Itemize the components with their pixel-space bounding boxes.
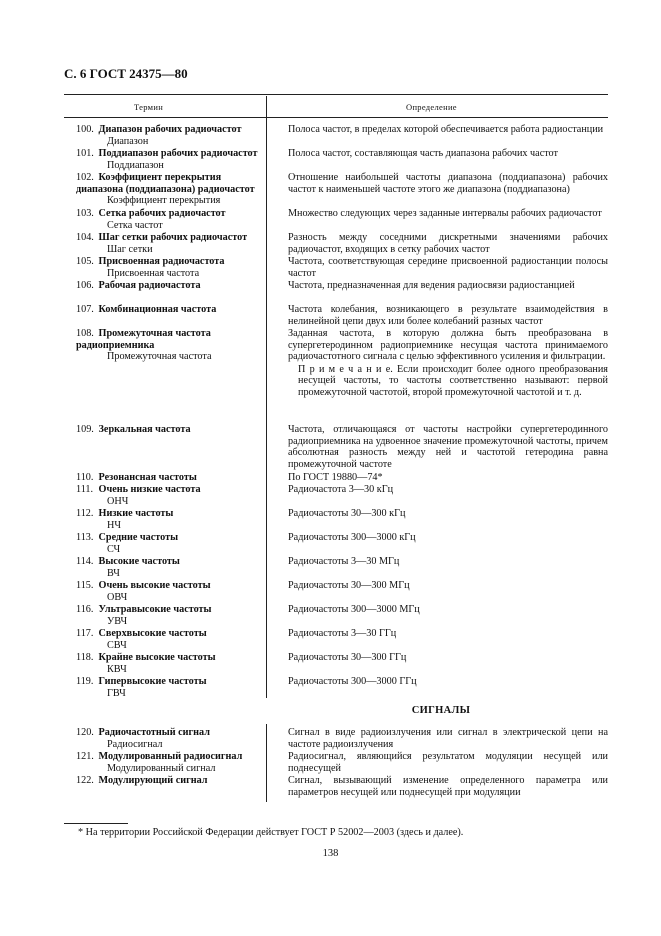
definition-cell xyxy=(274,508,608,520)
definition-text: Частота, соответствующая середине присвоенной радиостанции полосы частот xyxy=(288,256,608,279)
term-name: Высокие частоты xyxy=(98,556,180,567)
definition-cell xyxy=(274,304,608,327)
term-short-form: Диапазон xyxy=(107,135,149,147)
definition-text: Радиочастоты 300—3000 кГц xyxy=(288,532,416,543)
column-divider-signals xyxy=(266,724,267,802)
term-name: Поддиапазон рабочих радиочастот xyxy=(98,148,258,159)
term-short-form: Промежуточная частота xyxy=(107,351,212,363)
definition-text: Радиочастоты 30—300 ГГц xyxy=(288,652,407,663)
definition-text: Радиочастоты 3—30 ГГц xyxy=(288,628,397,639)
term-number: 112. xyxy=(76,508,94,519)
term-short-form: Присвоенная частота xyxy=(107,267,200,279)
definition-cell xyxy=(274,604,608,616)
definition-cell xyxy=(274,628,608,640)
term-name: Очень высокие частоты xyxy=(98,580,211,591)
definition-text: По ГОСТ 19880—74* xyxy=(288,472,383,483)
term-name: Рабочая радиочастота xyxy=(98,280,201,291)
definition-cell xyxy=(274,775,608,798)
definition-text: Отношение наибольшей частоты диапазона (поддиапазона) рабочих частот к наименьшей частоте этого же диапазона (поддиапазона) xyxy=(288,172,608,195)
term-number: 117. xyxy=(76,628,94,639)
term-cell xyxy=(76,124,266,147)
term-name: Очень низкие частота xyxy=(98,484,201,495)
term-name: Резонансная частоты xyxy=(98,472,197,483)
term-short-form: КВЧ xyxy=(107,663,127,675)
definition-cell xyxy=(274,124,608,136)
term-short-form: Поддиапазон xyxy=(107,159,164,171)
column-header-term: Термин xyxy=(134,102,164,112)
definition-cell xyxy=(274,328,608,399)
definition-text: Радиочастота 3—30 кГц xyxy=(288,484,394,495)
term-name: Радиочастотный сигнал xyxy=(98,727,210,738)
column-header-definition: Определение xyxy=(406,102,457,112)
definition-note: П р и м е ч а н и е. Если происходит более одного преобразования несущей частоты, то частоты соответственно называют: первой промежуточной частотой, второй промежуточной частотой и т. д. xyxy=(298,363,608,398)
definition-text: Частота колебания, возникающего в результате взаимодействия в нелинейной цепи двух или более колебаний разных частот xyxy=(288,304,608,327)
definition-text: Множество следующих через заданные интервалы рабочих радиочастот xyxy=(288,208,602,219)
term-number: 111. xyxy=(76,484,94,495)
definition-text: Полоса частот, составляющая часть диапазона рабочих частот xyxy=(288,148,558,159)
section-title: СИГНАЛЫ xyxy=(411,705,471,716)
definition-text: Частота, предназначенная для ведения радиосвязи радиостанцией xyxy=(288,280,575,291)
term-number: 108. xyxy=(76,328,94,339)
term-cell xyxy=(76,424,266,436)
term-number: 114. xyxy=(76,556,94,567)
term-number: 105. xyxy=(76,256,94,267)
term-cell xyxy=(76,751,266,774)
term-number: 118. xyxy=(76,652,94,663)
term-number: 107. xyxy=(76,304,94,315)
definition-cell xyxy=(274,727,608,750)
term-number: 115. xyxy=(76,580,94,591)
term-cell xyxy=(76,328,266,363)
term-name: Сверхвысокие частоты xyxy=(98,628,207,639)
term-cell xyxy=(76,232,266,255)
term-name: Ультравысокие частоты xyxy=(98,604,212,615)
term-short-form: ОНЧ xyxy=(107,495,129,507)
definition-cell xyxy=(274,652,608,664)
page-number: 138 xyxy=(322,848,339,859)
definition-cell xyxy=(274,148,608,160)
term-cell xyxy=(76,652,266,675)
term-name: Модулированный радиосигнал xyxy=(98,751,243,762)
term-name: Крайне высокие частоты xyxy=(98,652,216,663)
table-header-rule xyxy=(64,117,608,118)
term-short-form: Коэффициент перекрытия xyxy=(107,195,221,207)
term-cell xyxy=(76,508,266,531)
term-number: 103. xyxy=(76,208,94,219)
term-name: Модулирующий сигнал xyxy=(98,775,208,786)
term-number: 110. xyxy=(76,472,94,483)
footnote-rule xyxy=(64,823,128,824)
term-short-form: ВЧ xyxy=(107,567,120,579)
term-short-form: Шаг сетки xyxy=(107,243,153,255)
term-cell xyxy=(76,208,266,231)
page-header: С. 6 ГОСТ 24375—80 xyxy=(64,66,188,81)
definition-cell xyxy=(274,676,608,688)
term-cell xyxy=(76,556,266,579)
term-cell xyxy=(76,472,266,484)
term-name: Коэффициент перекрытия диапазона (поддиапазона) радиочастот xyxy=(76,172,255,195)
term-cell xyxy=(76,580,266,603)
definition-text: Радиочастоты 30—300 МГц xyxy=(288,580,410,591)
definition-text: Радиочастоты 3—30 МГц xyxy=(288,556,400,567)
term-cell xyxy=(76,676,266,699)
term-short-form: ГВЧ xyxy=(107,687,126,699)
term-number: 106. xyxy=(76,280,94,291)
term-short-form: УВЧ xyxy=(107,615,128,627)
definition-cell xyxy=(274,172,608,195)
term-number: 100. xyxy=(76,124,94,135)
term-name: Средние частоты xyxy=(98,532,179,543)
definition-cell xyxy=(274,424,608,470)
definition-cell xyxy=(274,580,608,592)
definition-text: Сигнал, вызывающий изменение определенного параметра или параметров несущей или поднесущей при модуляции xyxy=(288,775,608,798)
definition-text: Радиочастоты 300—3000 ГГц xyxy=(288,676,417,687)
term-name: Шаг сетки рабочих радиочастот xyxy=(98,232,248,243)
term-cell xyxy=(76,172,266,207)
term-number: 121. xyxy=(76,751,94,762)
definition-text: Радиочастоты 30—300 кГц xyxy=(288,508,406,519)
term-name: Промежуточная частота радиоприемника xyxy=(76,328,211,351)
term-short-form: СВЧ xyxy=(107,639,127,651)
term-number: 116. xyxy=(76,604,94,615)
term-cell xyxy=(76,304,266,316)
definition-text: Полоса частот, в пределах которой обеспечивается работа радиостанции xyxy=(288,124,604,135)
definition-text: Радиосигнал, являющийся результатом модуляции несущей или поднесущей xyxy=(288,751,608,774)
definition-text: Частота, отличающаяся от частоты настройки супергетеродинного радиоприемника на удвоенное значение промежуточной частоты, причем абсолютная разность между ней и частотой гетеродина равна промежуточной частоте xyxy=(288,424,608,470)
term-name: Зеркальная частота xyxy=(98,424,191,435)
term-cell xyxy=(76,775,266,787)
table-top-rule xyxy=(64,94,608,95)
term-cell xyxy=(76,484,266,507)
term-name: Присвоенная радиочастота xyxy=(98,256,225,267)
term-short-form: ОВЧ xyxy=(107,591,128,603)
definition-text: Сигнал в виде радиоизлучения или сигнал в электрической цепи на частоте радиоизлучения xyxy=(288,727,608,750)
term-number: 101. xyxy=(76,148,94,159)
term-cell xyxy=(76,532,266,555)
term-short-form: НЧ xyxy=(107,519,121,531)
term-name: Диапазон рабочих радиочастот xyxy=(98,124,242,135)
definition-cell xyxy=(274,256,608,279)
footnote: * На территории Российской Федерации действует ГОСТ Р 52002—2003 (здесь и далее). xyxy=(78,827,464,838)
definition-text: Радиочастоты 300—3000 МГц xyxy=(288,604,420,615)
term-short-form: Сетка частот xyxy=(107,219,163,231)
definition-cell xyxy=(274,556,608,568)
term-cell xyxy=(76,604,266,627)
term-name: Сетка рабочих радиочастот xyxy=(98,208,226,219)
term-cell xyxy=(76,280,266,292)
definition-cell xyxy=(274,484,608,496)
term-number: 122. xyxy=(76,775,94,786)
term-number: 102. xyxy=(76,172,94,183)
term-cell xyxy=(76,148,266,171)
definition-cell xyxy=(274,532,608,544)
term-name: Низкие частоты xyxy=(98,508,174,519)
term-cell xyxy=(76,256,266,279)
term-number: 120. xyxy=(76,727,94,738)
definition-text: Разность между соседними дискретными значениями рабочих радиочастот, входящих в сетку рабочих частот xyxy=(288,232,608,255)
term-number: 119. xyxy=(76,676,94,687)
term-name: Комбинационная частота xyxy=(98,304,217,315)
definition-cell xyxy=(274,232,608,255)
term-cell xyxy=(76,628,266,651)
definition-cell xyxy=(274,751,608,774)
column-divider xyxy=(266,96,267,698)
term-short-form: Радиосигнал xyxy=(107,738,163,750)
definition-cell xyxy=(274,472,608,484)
term-short-form: Модулированный сигнал xyxy=(107,762,216,774)
term-number: 109. xyxy=(76,424,94,435)
term-short-form: СЧ xyxy=(107,543,121,555)
definition-cell xyxy=(274,280,608,292)
term-number: 104. xyxy=(76,232,94,243)
term-number: 113. xyxy=(76,532,94,543)
term-name: Гипервысокие частоты xyxy=(98,676,207,687)
term-cell xyxy=(76,727,266,750)
definition-text: Заданная частота, в которую должна быть преобразована в супергетеродинном радиоприемнике несущая частота принимаемого радиочастотного сигнала с целью эффективного усиления и фильтрации. xyxy=(288,328,608,363)
definition-cell xyxy=(274,208,608,220)
